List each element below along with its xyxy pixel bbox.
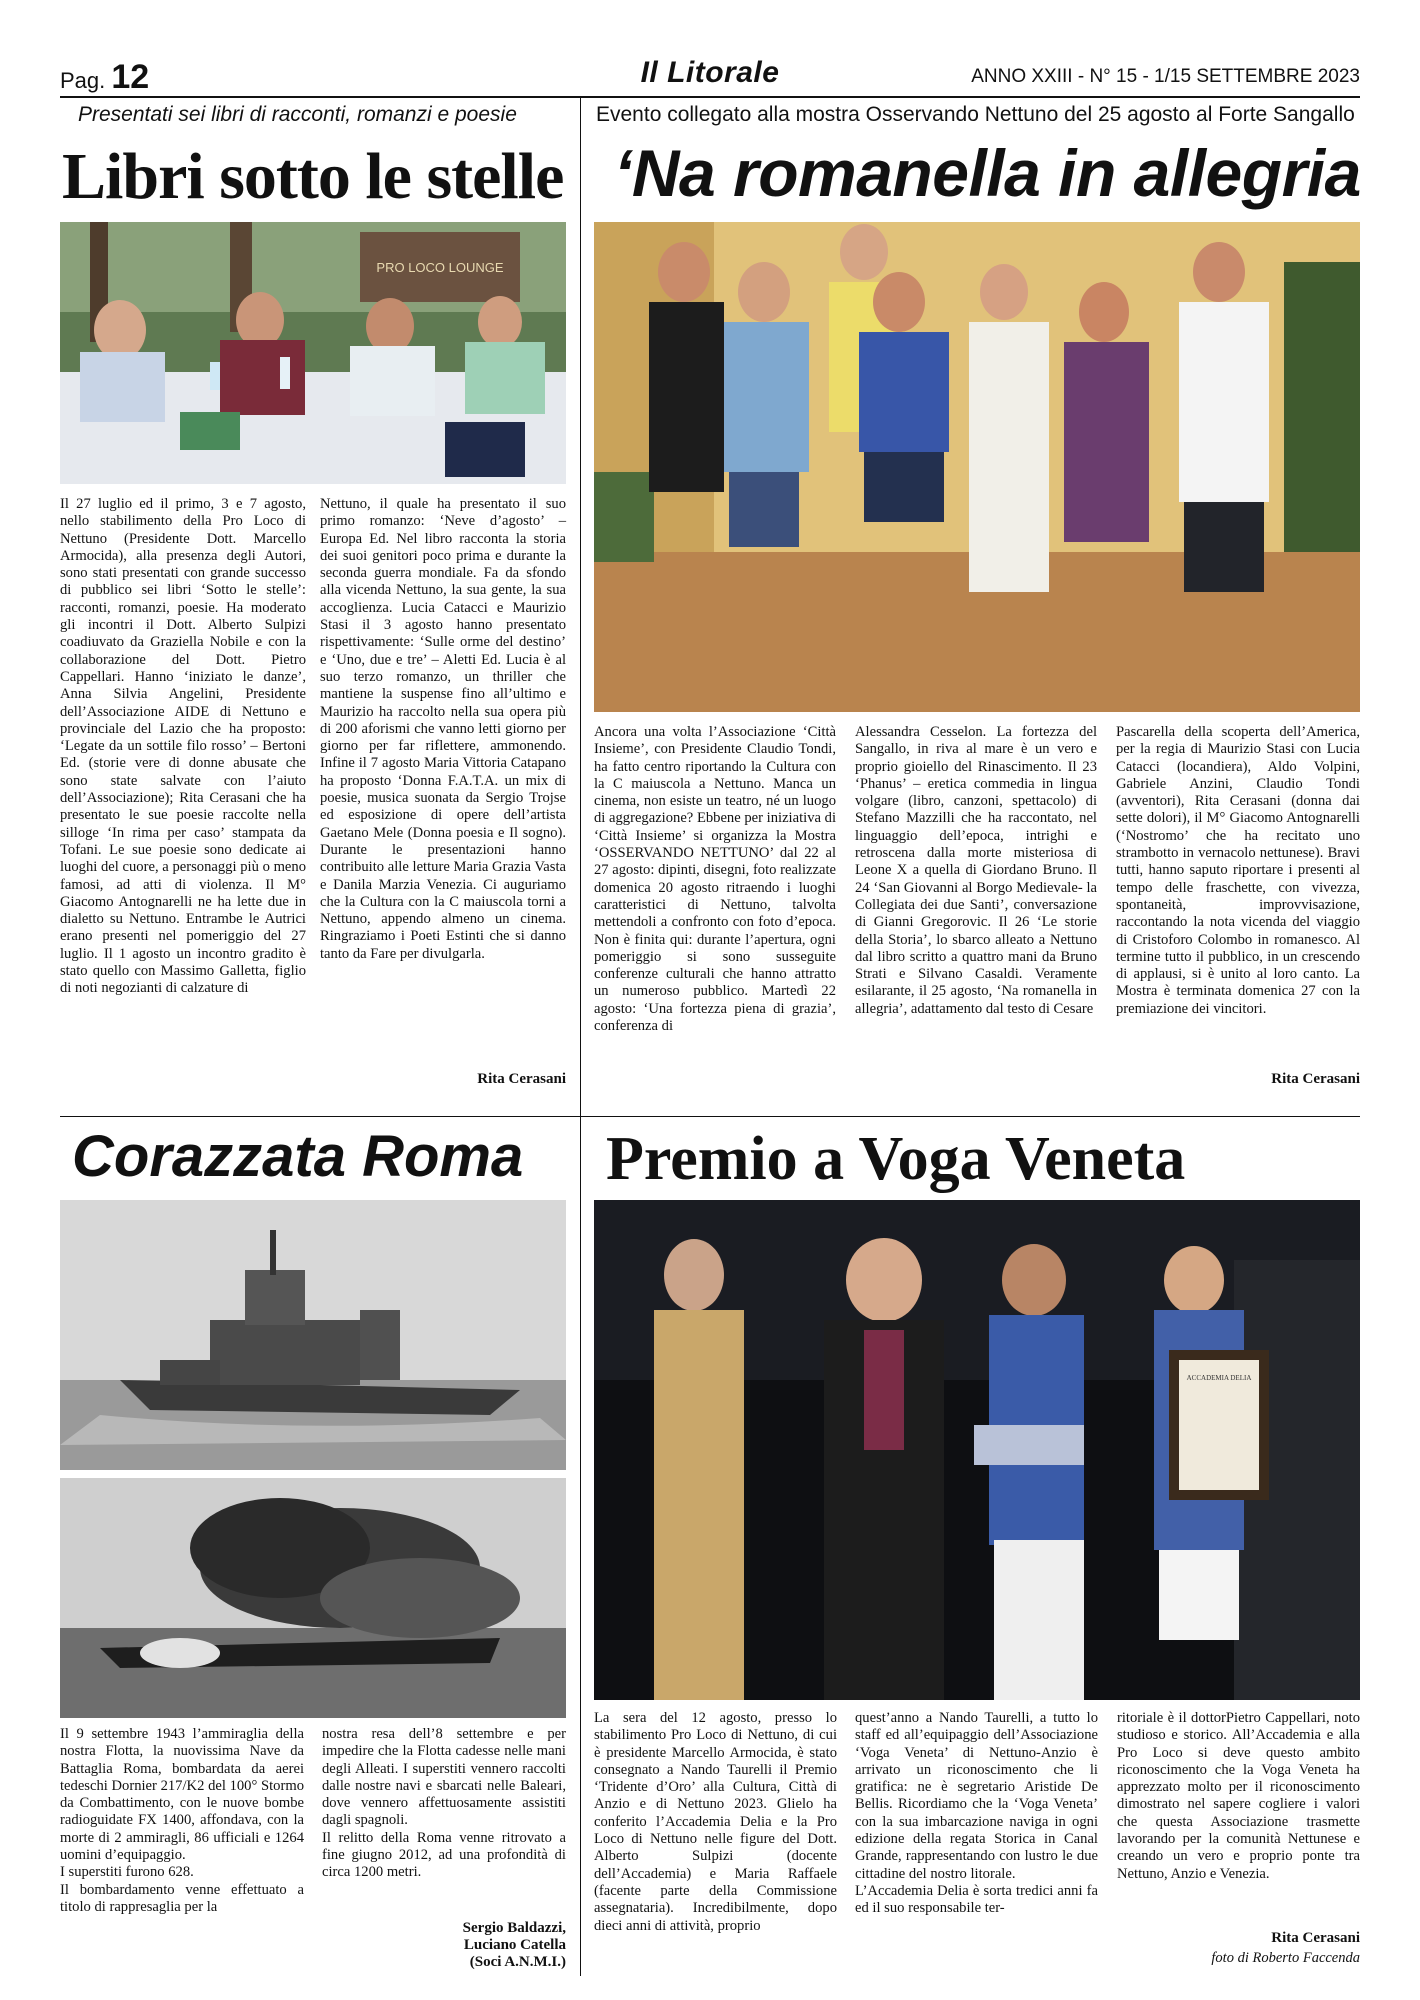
romanella-column-2: Alessandra Cesselon. La fortezza del Sangallo, in riva al mare è un vero e proprio gioiello del Rinascimento. Il 23 ‘Phanus’ – eretica commedia in lingua volgare (libro, canzoni, spettacolo) di Stefano Mazzilli che ha raccontato, nel linguaggio dell’epoca, intrighi e retroscena dalla morte misteriosa di Leone X a quella di Giordano Bruno. Il 24 ‘San Giovanni al Borgo Medievale- la Collegiata dei due Santi’, conversazione di Gianni Gregorovic. Il 26 ‘Le storie della Storia’, lo sbarco alleato a Nettuno dal libro scritto a quattro mani da Bruno Strati e Silvano Casaldi. Veramente esilarante, il 25 agosto, ‘Na romanella in allegria’, adattamento dal testo di Cesare [855, 724, 1097, 1017]
corazzata-photo-2 [60, 1478, 566, 1718]
romanella-photo [594, 222, 1360, 712]
voga-column-3: ritoriale è il dottorPietro Cappellari, noto studioso e storico. All’Accademia e alla Pro Loco si deve questo ambito riconoscimento che la Voga Veneta ha apprezzato molto per il riconoscimento dimostrato nel sapere cogliere i valori che questa Associazione trasmette lavorando per la comunità Nettunese e creando un vero e proprio ponte tra Nettuno, Anzio e Venezia. [1117, 1710, 1360, 1882]
libri-column-2: Nettuno, il quale ha presentato il suo primo romanzo: ‘Neve d’agosto’ – Europa Ed. Nel libro racconta la storia dei suoi genitori poco prima e durante la seconda guerra mondiale. Fa da sfondo alla vicenda Nettuno, la sua gente, la sua accoglienza. Lucia Catacci e Maurizio Stasi il 3 agosto hanno presentato rispettivamente: ‘Sulle orme del destino’ e ‘Uno, due e tre’ – Aletti Ed. Lucia è al suo terzo romanzo, un thriller che mantiene la suspense fino all’ultimo e Maurizio ha raccolto nella sua opera più di 200 aforismi che vanno letti giorno per giorno per far riflettere, ammonendo. Infine il 7 agosto Maria Vittoria Catapano ha proposto ‘Donna F.A.T.A. un mix di poesie, musica suonata da Sergio Trojse ed esposizione di opere dell’artista Gaetano Mele (Donna poesia e Il sogno). Durante le presentazioni hanno contribuito alle letture Maria Grazia Vasta e Danila Marzia Venezia. Ci auguriamo che la Cultura con la C maiuscola torni a Nettuno, appendo almeno un cinema. Ringraziamo i Poeti Estinti che si danno tanto da Fare per divulgarla. [320, 496, 566, 962]
romanella-signature: Rita Cerasani [1271, 1071, 1360, 1087]
romanella-headline: ‘Na romanella in allegria [614, 136, 1361, 210]
voga-signature: Rita Cerasani [1271, 1930, 1360, 1946]
libri-photo-sign: PRO LOCO LOUNGE [376, 260, 504, 275]
masthead: Il Litorale [640, 56, 780, 89]
libri-headline: Libri sotto le stelle [62, 140, 564, 213]
libri-signature: Rita Cerasani [477, 1071, 566, 1087]
libri-column-1: Il 27 luglio ed il primo, 3 e 7 agosto, nello stabilimento della Pro Loco di Nettuno (Presidente Dott. Marcello Armocida), alla presenza degli Autori, sono stati presentati con grande successo di pubblico sei libri ‘Sotto le stelle’: racconti, romanzi, poesie. Ha moderato gli incontri il Dott. Alberto Sulpizi coadiuvato da Graziella Nobile e con la collaborazione del Dott. Pietro Cappellari. Hanno ‘iniziato le danze’, Anna Silvia Angelini, Presidente dell’Associazione AIDE di Nettuno e provinciale del Lazio che ha proposto: ‘Legate da un sottile filo rosso’ – Bertoni Ed. (storie vere di donne abusate che sono state salvate con l’aiuto dell’Associazione); Rita Cerasani che ha presentato le sue poesie raccolte nella silloge ‘In rima per caso’ stampata da Tofani. Le sue poesie sono dedicate ai luoghi del cuore, a personaggi più o meno famosi, ad atti di violenza. Il M° Giacomo Antognarelli ne ha lette due in dialetto su Nettuno. Entrambe le Autrici erano presenti nel pomeriggio del 27 luglio. Il 1 agosto un incontro gradito è stato quello con Massimo Galletta, figlio di noti negozianti di calzature di [60, 496, 306, 997]
column-divider-top [580, 98, 581, 1116]
corazzata-column-1: Il 9 settembre 1943 l’ammiraglia della nostra Flotta, la nuovissima Nave da Battaglia Roma, bombardata da aerei tedeschi Dornier 217/K2 del 100° Stormo da Combattimento, con le nuove bombe radioguidate FX 1400, affondava, con la morte di 2 ammiragli, 86 ufficiali e 1264 uomini d’equipaggio. I superstiti furono 628. Il bombardamento venne effettuato a titolo di rappresaglia per la [60, 1726, 304, 1915]
issue-info: ANNO XXIII - N° 15 - 1/15 SETTEMBRE 2023 [971, 66, 1360, 87]
voga-photo [594, 1200, 1360, 1700]
romanella-kicker: Evento collegato alla mostra Osservando Nettuno del 25 agosto al Forte Sangallo [596, 103, 1355, 126]
voga-photo-credit: foto di Roberto Faccenda [1211, 1950, 1360, 1966]
voga-column-2: quest’anno a Nando Taurelli, a tutto lo staff ed all’equipaggio dell’Associazione ‘Voga Veneta’ di Nettuno-Anzio è arrivato un riconoscimento che li gratifica: ne è segretario Aristide De Bellis. Ricordiamo che la ‘Voga Veneta’ con la sua imbarcazione naviga in ogni edizione della regata Storica in Canal Grande, rappresentando con lustro le due cittadine del nostro litorale. L’Accademia Delia è sorta tredici anni fa ed il suo responsabile ter- [855, 1710, 1098, 1917]
corazzata-photo-1 [60, 1200, 566, 1470]
voga-plaque-text: ACCADEMIA DELIA [1186, 1374, 1252, 1382]
libri-photo [60, 222, 566, 484]
section-divider [60, 1116, 1360, 1117]
corazzata-column-2: nostra resa dell’8 settembre e per impedire che la Flotta cadesse nelle mani degli Alleati. I superstiti vennero raccolti dalle nostre navi e sbarcati nelle Baleari, dove vennero affettuosamente assistiti dagli spagnoli. Il relitto della Roma venne ritrovato a fine giugno 2012, ad una profondità di circa 1200 metri. [322, 1726, 566, 1881]
column-divider-bottom [580, 1116, 581, 1976]
libri-kicker: Presentati sei libri di racconti, romanzi e poesie [78, 103, 517, 126]
voga-headline: Premio a Voga Veneta [606, 1125, 1186, 1193]
header-rule [60, 96, 1360, 98]
romanella-column-3: Pascarella della scoperta dell’America, per la regia di Maurizio Stasi con Lucia Catacci (locandiera), Aldo Volpini, Gabriele Anzini, Claudio Tondi (avventori), Rita Cerasani (donna dai sette dolori), il M° Giacomo Antognarelli (‘Nostromo’ che ha recitato uno strambotto in vernacolo nettunese). Bravi tutti, hanno saputo riportare i presenti al tempo delle fraschette, con vivezza, spontaneità, improvvisazione, raccontando la nota vicenda del viaggio di Cristoforo Colombo in romanesco. Al termine tutto il pubblico, in un crescendo di applausi, si è unito al loro canto. La Mostra è terminata domenica 27 con la premiazione dei vincitori. [1116, 724, 1360, 1017]
corazzata-signature: Sergio Baldazzi, Luciano Catella (Soci A.N.M.I.) [462, 1920, 566, 1970]
page-label: Pag. [60, 68, 106, 93]
page-number-value: 12 [111, 58, 150, 96]
voga-column-1: La sera del 12 agosto, presso lo stabilimento Pro Loco di Nettuno, di cui è presidente Marcello Armocida, è stato consegnato a Nando Taurelli il Premio ‘Tridente d’Oro’ alla Cultura, Città di Anzio e di Nettuno 2023. Glielo ha conferito l’Accademia Delia e la Pro Loco di Nettuno nelle figure del Dott. Alberto Sulpizi (docente dell’Accademia) e Maria Raffaele (facente parte della Commissione assegnataria). Incredibilmente, dopo dieci anni di attività, proprio [594, 1710, 837, 1934]
corazzata-headline: Corazzata Roma [72, 1124, 524, 1189]
romanella-column-1: Ancora una volta l’Associazione ‘Città Insieme’, con Presidente Claudio Tondi, ha fatto centro riportando la Cultura con la C maiuscola a Nettuno. Manca un cinema, non esiste un teatro, né un luogo di aggregazione? Ebbene per iniziativa di ‘Città Insieme’ si organizza la Mostra ‘OSSERVANDO NETTUNO’ dal 22 al 27 agosto: dipinti, disegni, foto realizzate domenica 20 agosto ritraendo i luoghi caratteristici di Nettuno, talvolta mettendoli a confronto con foto d’epoca. Non è finita qui: durante l’apertura, ogni pomeriggio si sono susseguite conferenze culturali che hanno attratto un numeroso pubblico. Martedì 22 agosto: ‘Una fortezza piena di grazia’, conferenza di [594, 724, 836, 1035]
